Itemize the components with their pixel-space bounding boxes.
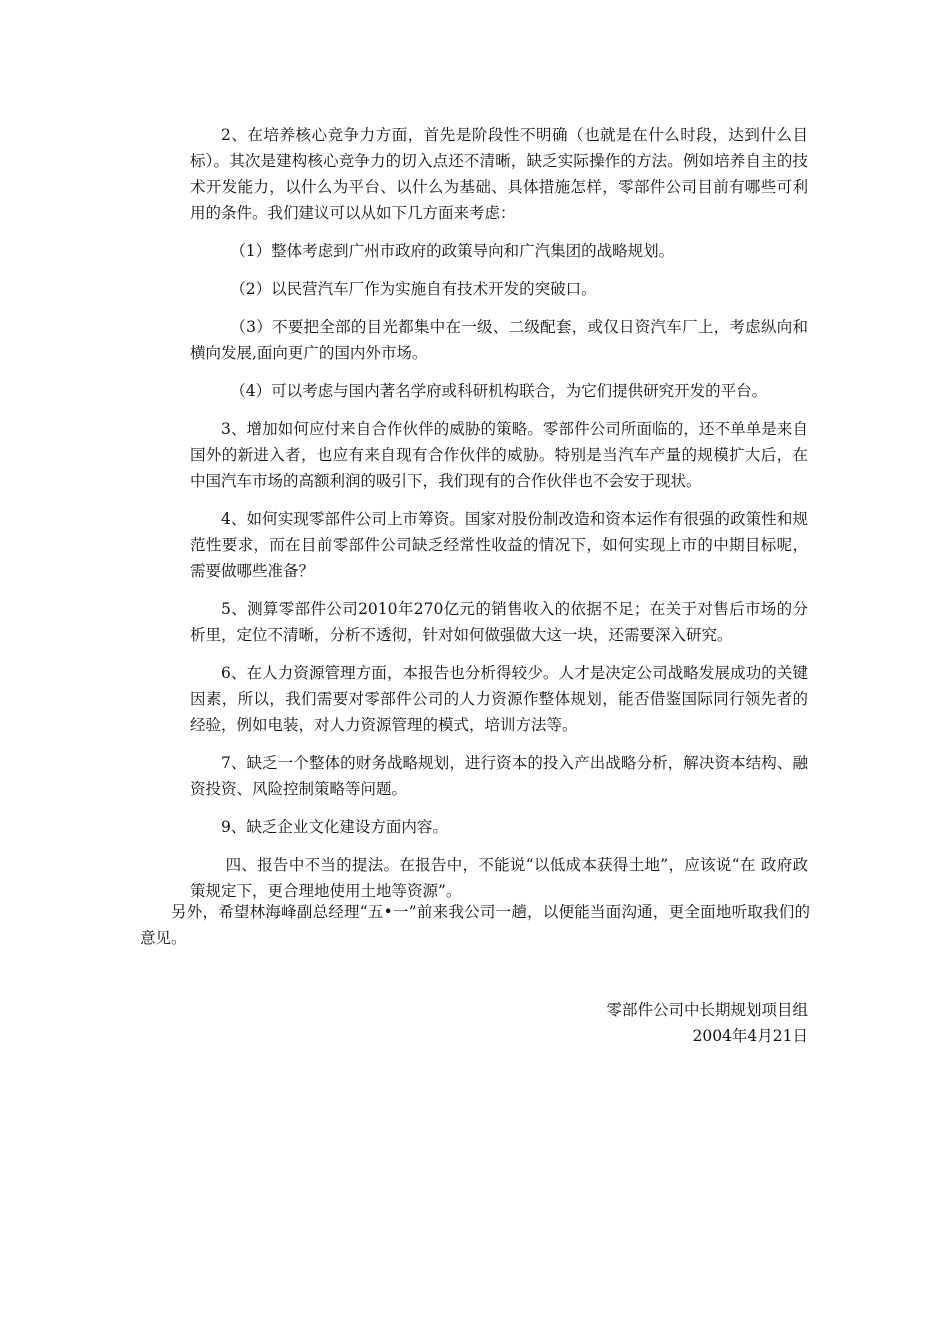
list-item: （4）可以考虑与国内著名学府或科研机构联合，为它们提供研究开发的平台。 <box>230 382 768 400</box>
paragraph-improper-wording: 四、报告中不当的提法。在报告中，不能说“以低成本获得土地”，应该说“在 政府政策规定下，更合理地使用土地等资源”。 <box>190 856 808 900</box>
paragraph-partner-threat: 3、增加如何应付来自合作伙伴的威胁的策略。零部件公司所面临的，还不单单是来自国外的新进入者，也应有来自现有合作伙伴的威胁。特别是当汽车产量的规模扩大后，在中国汽车市场的高额利润的吸引下，我们现有的合作伙伴也不会安于现状。 <box>190 420 808 490</box>
document-body <box>190 122 808 916</box>
list-item: （2）以民营汽车厂作为实施自有技术开发的突破口。 <box>230 280 597 298</box>
list-item: （3）不要把全部的目光都集中在一级、二级配套，或仅日资汽车厂上，考虑纵向和横向发展,面向更广的国内外市场。 <box>190 318 808 362</box>
paragraph-corporate-culture: 9、缺乏企业文化建设方面内容。 <box>221 818 448 836</box>
list-item: （1）整体考虑到广州市政府的政策导向和广汽集团的战略规划。 <box>230 242 675 260</box>
paragraph-financial-strategy: 7、缺乏一个整体的财务战略规划，进行资本的投入产出战略分析，解决资本结构、融资投资、风险控制策略等问题。 <box>190 754 808 798</box>
paragraph-sales-estimate: 5、测算零部件公司2010年270亿元的销售收入的依据不足；在关于对售后市场的分析里，定位不清晰，分析不透彻，针对如何做强做大这一块，还需要深入研究。 <box>190 600 808 644</box>
closing-paragraph: 另外，希望林海峰副总经理“五•一”前来我公司一趟，以便能当面沟通，更全面地听取我们的意见。 <box>140 903 810 947</box>
signature-org: 零部件公司中长期规划项目组 <box>606 1001 808 1019</box>
paragraph-human-resources: 6、在人力资源管理方面，本报告也分析得较少。人才是决定公司战略发展成功的关键因素，所以，我们需要对零部件公司的人力资源作整体规划，能否借鉴国际同行领先者的经验，例如电装，对人力资源管理的模式，培训方法等。 <box>190 664 808 734</box>
signature-block <box>606 997 808 1049</box>
signature-date: 2004年4月21日 <box>692 1027 808 1045</box>
paragraph-core-competence: 2、在培养核心竞争力方面，首先是阶段性不明确（也就是在什么时段，达到什么目标）。其次是建构核心竞争力的切入点还不清晰，缺乏实际操作的方法。例如培养自主的技术开发能力，以什么为平台、以什么为基础、具体措施怎样，零部件公司目前有哪些可利用的条件。我们建议可以从如下几方面来考虑： <box>190 126 808 222</box>
paragraph-listing-financing: 4、如何实现零部件公司上市筹资。国家对股份制改造和资本运作有很强的政策性和规范性要求，而在目前零部件公司缺乏经常性收益的情况下，如何实现上市的中期目标呢，需要做哪些准备？ <box>190 510 808 580</box>
